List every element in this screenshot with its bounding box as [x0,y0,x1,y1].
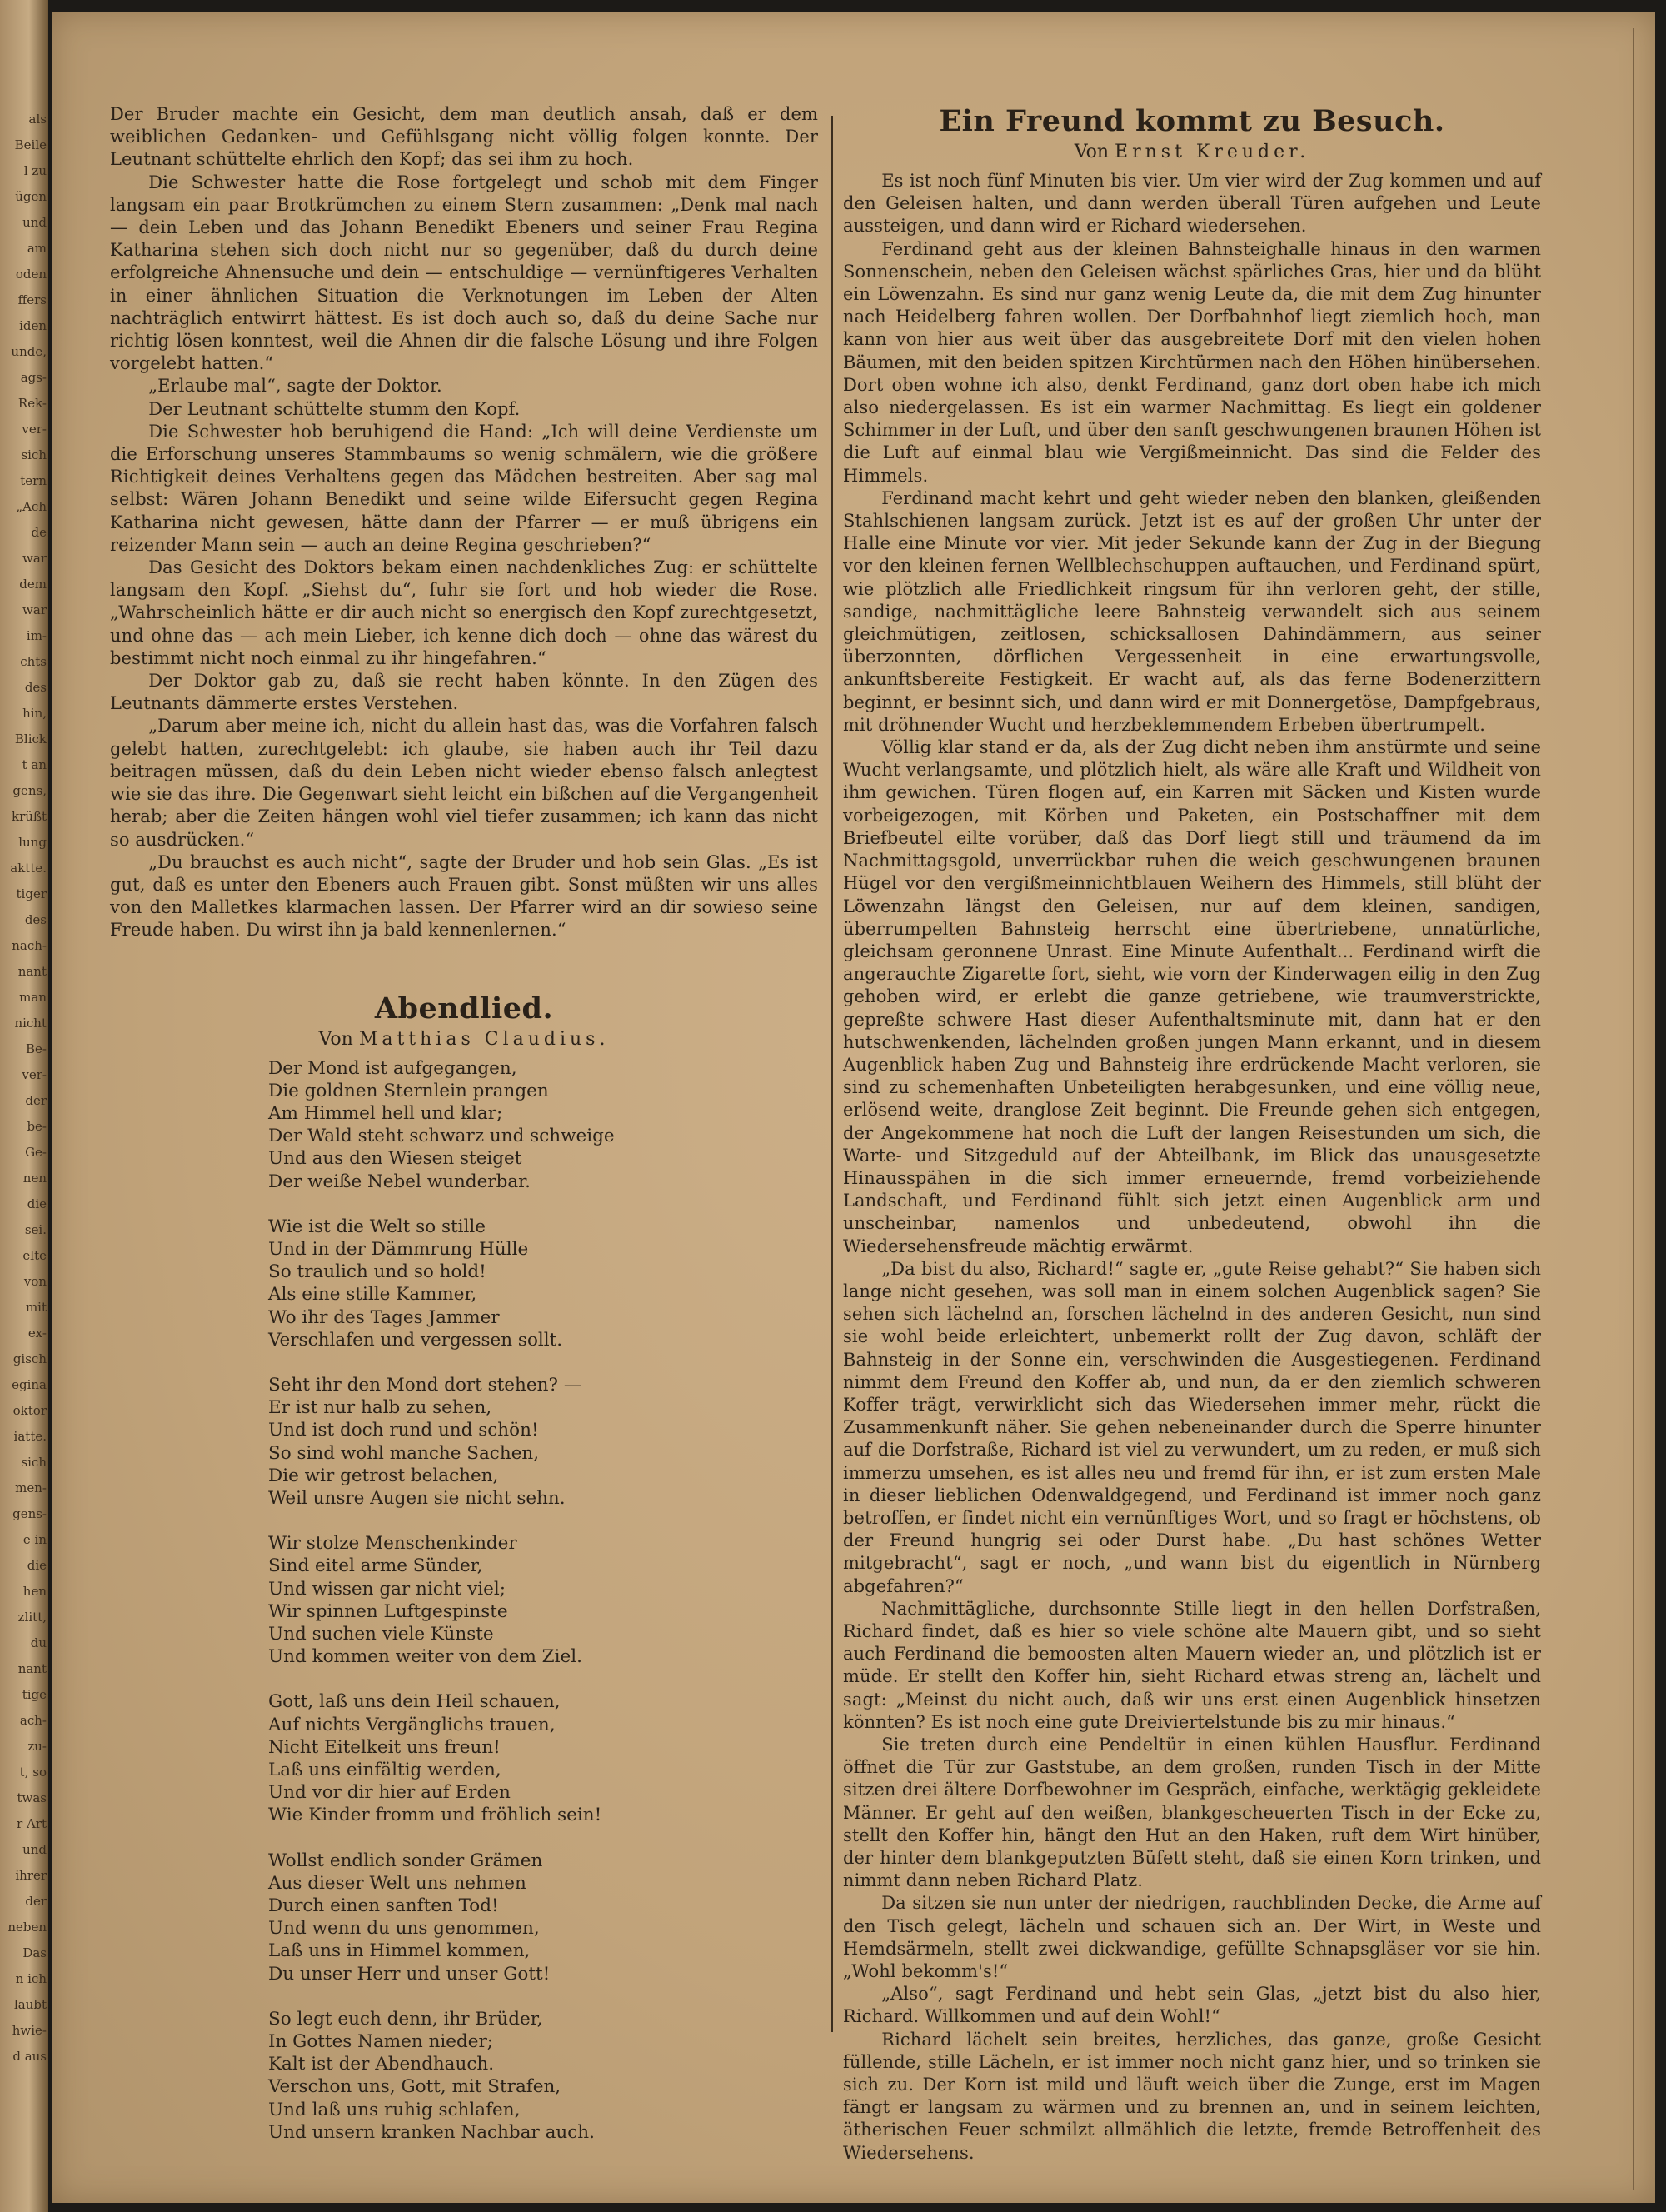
edge-fragment: gens, [12,783,47,798]
poem-stanza [268,1532,818,1668]
edge-fragment: ihrer [15,1868,47,1883]
paragraph: Das Gesicht des Doktors bekam einen nachdenkliches Zug: er schüttelte langsam den Kopf. „Siehst du“, fuhr sie fort und hob wieder die Rose. „Wahrscheinlich hätte er dir auch nicht so energisch den Kopf zurechtgesetzt, und ohne das — ach mein Lieber, ich kenne dich doch — ohne das wärest du bestimmt nicht noch einmal zu ihr hingefahren.“ [110,557,818,668]
poem-line: Nicht Eitelkeit uns freun! [268,1736,501,1758]
paragraph: Die Schwester hob beruhigend die Hand: „Ich will deine Verdienste um die Erforschung unseres Stammbaums so wenig schmälern, wie die größere Richtigkeit deines Verhaltens gegen das Mädchen bestreiten. Aber sag mal selbst: Wären Johann Benedikt und seine wilde Eifersucht gegen Regina Katharina nicht gewesen, hätte dann der Pfarrer — er muß übrigens ein reizender Mann sein — auch an deine Regina geschrieben?“ [110,421,818,555]
paragraph: Sie treten durch eine Pendeltür in einen kühlen Hausflur. Ferdinand öffnet die Tür zur Gaststube, an dem großen, runden Tisch in der Mitte sitzen drei ältere Dorfbewohner im Gespräch, einfache, werktägig gekleidete Männer. Er geht auf den weißen, blankgescheuerten Tisch in der Ecke zu, stellt den Koffer hin, hängt den Hut an den Haken, ruft dem Wirt hinüber, der hinter dem blankgeputzten Büfett steht, daß sie einen Korn trinken, und nimmt dann neben Richard Platz. [843,1735,1541,1891]
edge-fragment: tige [22,1687,47,1702]
edge-fragment: gens- [12,1506,47,1521]
left-column [110,103,818,2144]
paragraph: Der Bruder machte ein Gesicht, dem man deutlich ansah, daß er dem weiblichen Gedanken- und Gefühlsgang nicht völlig folgen konnte. Der Leutnant schüttelte ehrlich den Kopf; das sei ihm zu hoch. [110,104,818,170]
poem-line: Am Himmel hell und klar; [268,1102,503,1124]
poem-line: In Gottes Namen nieder; [268,2031,494,2053]
edge-fragment: nach- [12,938,47,953]
story-byline [843,140,1541,165]
edge-fragment: der [25,1894,47,1909]
poem-byline [110,1027,818,1052]
poem-stanza [268,1374,818,1510]
poem-stanza [268,1690,818,1826]
stanza-gap [268,1985,818,2008]
edge-fragment: n ich [15,1971,47,1986]
edge-fragment: ügen [15,189,47,204]
edge-fragment: Beile [14,137,47,152]
edge-fragment: oden [15,267,47,282]
edge-fragment: ags- [20,370,47,385]
edge-fragment: egina [12,1377,47,1392]
paragraph: Richard lächelt sein breites, herzliches, das ganze, große Gesicht füllende, stille Lächeln, er ist immer noch nicht ganz hier, und so trinken sie sich zu. Der Korn ist mild und läuft weich über die Zunge, erst im Magen fängt er langsam zu wärmen und zu brennen an, und in seinem leichten, ätherischen Feuer schmilzt allmählich die letzte, fremde Betroffenheit des Wiedersehens. [843,2029,1541,2163]
edge-fragment: Ge- [25,1145,47,1160]
edge-fragment: Blick [14,732,47,746]
poem-line: Wie Kinder fromm und fröhlich sein! [268,1805,602,1826]
poem-title: Abendlied. [374,991,554,1026]
poem-line: Wollst endlich sonder Grämen [268,1850,543,1871]
edge-fragment: laubt [13,1997,47,2012]
poem-line: Weil unsre Augen sie nicht sehn. [268,1487,566,1509]
edge-fragment: nant [17,1661,47,1676]
edge-fragment: oktor [12,1403,47,1418]
edge-fragment: men- [15,1480,47,1495]
page-edge-rule [1633,28,1634,2190]
poem-line: Als eine stille Kammer, [268,1284,477,1306]
poem-author: Matthias Claudius. [358,1028,610,1050]
edge-fragment: im- [26,628,47,643]
story-body [843,170,1541,2165]
edge-fragment: als [28,112,47,127]
paragraph: Der Doktor gab zu, daß sie recht haben könnte. In den Zügen des Leutnants dämmerte erstes Verstehen. [110,671,818,714]
edge-fragment: nen [22,1171,47,1186]
paragraph: Die Schwester hatte die Rose fortgelegt und schob mit dem Finger langsam ein paar Brotkrümchen zu einem Stern zusammen: „Denk mal nach — dein Leben und das Johann Benedikt Ebeners und seiner Frau Regina Katharina stehen sich doch nicht nur so gegenüber, daß du durch deine erfolgreiche Ahnensuche und dein — entschuldige — vernünftigeres Verhalten in einer ähnlichen Situation die Verknotungen im Leben der Alten nachträglich entwirrt hättest. Es ist doch auch so, daß du deine Sache nur richtig lösen konntest, weil die Ahnen dir die falsche Lösung und ihre Folgen vorgelebt hatten.“ [110,172,818,374]
edge-fragment: aktte. [10,861,47,876]
edge-fragment: chts [20,654,47,669]
poem-line: So sind wohl manche Sachen, [268,1442,540,1464]
poem-line: Laß uns in Himmel kommen, [268,1940,531,1962]
edge-fragment: man [19,990,47,1005]
poem-line: Du unser Herr und unser Gott! [268,1963,551,1985]
poem-line: Kalt ist der Abendhauch. [268,2054,495,2075]
edge-fragment: der [25,1093,47,1108]
edge-fragment: l zu [23,163,47,178]
poem-line: Aus dieser Welt uns nehmen [268,1872,526,1894]
edge-fragment: tiger [16,886,47,901]
stanza-gap [268,1668,818,1690]
poem-line: Und wenn du uns genommen, [268,1918,540,1940]
poem-line: Wir stolze Menschenkinder [268,1533,517,1555]
right-column [843,103,1541,2165]
edge-fragment: Rek- [17,396,47,411]
poem-line: Und aus den Wiesen steiget [268,1148,522,1170]
column-divider [831,116,833,2032]
edge-fragment: ver- [22,1067,47,1082]
edge-fragment: r Art [17,1816,47,1831]
edge-fragment: ex- [27,1326,47,1341]
poem-line: Der Wald steht schwarz und schweige [268,1126,615,1147]
edge-fragment: war [22,551,47,566]
edge-fragment: hen [22,1584,47,1599]
poem-line: Der weiße Nebel wunderbar. [268,1171,531,1192]
edge-fragment: e in [22,1532,47,1547]
paragraph: „Erlaube mal“, sagte der Doktor. [148,376,442,397]
poem-stanza [268,1216,818,1351]
edge-fragment: sich [21,1455,47,1470]
paragraph: „Du brauchst es auch nicht“, sagte der Bruder und hob sein Glas. „Es ist gut, daß es unter den Ebeners auch Frauen gibt. Sonst müßten wir uns alles von den Malletkes klarmachen lassen. Der Pfarrer wird an dir sowieso seine Freude haben. Du wirst ihn ja bald kennenlernen.“ [110,851,818,941]
edge-fragment: am [27,241,47,256]
poem-stanza [268,1057,818,1193]
edge-fragment: t, so [19,1765,47,1780]
edge-fragment: hin, [22,706,47,721]
edge-fragment: Das [22,1945,47,1960]
poem-stanza [268,2008,818,2144]
left-story-continuation [110,103,818,942]
poem-line: Und in der Dämmrung Hülle [268,1238,529,1260]
poem-line: Gott, laß uns dein Heil schauen, [268,1691,561,1713]
poem-line: Er ist nur halb zu sehen, [268,1397,492,1419]
edge-fragment: dem [19,577,47,592]
edge-fragment: des [24,680,47,695]
edge-fragment: unde, [11,344,47,359]
poem-line: Wo ihr des Tages Jammer [268,1306,500,1328]
edge-fragment: sich [21,447,47,462]
edge-fragment: des [24,912,47,927]
stanza-gap [268,1351,818,1374]
poem-line: Seht ihr den Mond dort stehen? — [268,1374,582,1396]
edge-fragment: zu- [27,1739,47,1754]
poem-line: Und unsern kranken Nachbar auch. [268,2121,595,2143]
poem-line: So traulich und so hold! [268,1261,486,1283]
paragraph: Der Leutnant schüttelte stumm den Kopf. [148,398,521,419]
paragraph: „Also“, sagt Ferdinand und hebt sein Glas, „jetzt bist du also hier, Richard. Willkommen und auf dein Wohl!“ [843,1984,1541,2027]
edge-fragment: iden [19,318,47,333]
edge-fragment: sei. [24,1222,47,1237]
edge-fragment: und [22,1842,47,1857]
edge-fragment: mit [25,1300,47,1315]
edge-fragment: von [23,1274,47,1289]
poem-line: Und laß uns ruhig schlafen, [268,2099,521,2120]
edge-fragment: iatte. [13,1429,47,1444]
edge-fragment: Be- [26,1041,47,1056]
edge-fragment: be- [27,1119,47,1134]
story-byline-prefix: Von [1074,142,1110,162]
edge-fragment: nant [17,964,47,979]
poem-line: Die goldnen Sternlein prangen [268,1080,549,1101]
edge-fragment: de [31,525,47,540]
edge-fragment: „Ach [16,499,47,514]
stanza-gap [268,1193,818,1216]
story-title: Ein Freund kommt zu Besuch. [939,104,1445,138]
edge-fragment: lung [18,835,47,850]
poem-line: Und ist doch rund und schön! [268,1420,539,1441]
newspaper-page [52,12,1655,2203]
poem-line: Und wissen gar nicht viel; [268,1578,506,1600]
edge-fragment: die [27,1196,47,1211]
edge-fragment: ffers [17,292,47,307]
paragraph: „Darum aber meine ich, nicht du allein hast das, was die Vorfahren falsch gelebt hatten, zurechtgelebt: ich glaube, sie haben auch ihr Teil dazu beitragen müssen, daß du dein Leben nicht wieder ebenso falsch anlegtest wie sie das ihre. Die Gegenwart sieht leicht ein bißchen auf die Vergangenheit herab; aber die Zeiten hängen wohl viel tiefer zusammen; ich kann das nicht so ausdrücken.“ [110,716,818,850]
previous-page-edge [0,0,48,2212]
poem-line: Der Mond ist aufgegangen, [268,1057,517,1079]
paragraph: Ferdinand geht aus der kleinen Bahnsteighalle hinaus in den warmen Sonnenschein, neben den Geleisen wächst spärliches Gras, hier und da blüht ein Löwenzahn. Es sind nur ganz wenig Leute da, die mit dem Zug hinunter nach Heidelberg fahren wollen. Der Dorfbahnhof liegt ziemlich hoch, man kann von hier aus weit über das ausgebreitete Dorf mit den vielen hohen Bäumen, mit den beiden spitzen Kirchtürmen nach den Höhen hinübersehen. Dort oben wohne ich also, denkt Ferdinand, ganz dort oben habe ich mich also niedergelassen. Es ist ein warmer Nachmittag. Es liegt ein goldener Schimmer in der Luft, und über den sanft geschwungenen braunen Höhen ist die Luft auf einmal blau wie Vergißmeinnicht. Das sind die Felder des Himmels. [843,238,1541,486]
edge-fragment: zlitt, [17,1610,47,1625]
edge-fragment: du [30,1635,47,1650]
edge-fragment: ach- [19,1713,47,1728]
paragraph: Völlig klar stand er da, als der Zug dicht neben ihm anstürmte und seine Wucht verlangsamte, und plötzlich hielt, als wäre alle Kraft und Wildheit von ihm gewichen. Türen flogen auf, ein Karren mit Säcken und Kisten wurde vorbeigezogen, mit Körben und Paketen, ein Postschaffner mit dem Briefbeutel eilte vorüber, daß das Dorf liegt still und träumend da im Nachmittagsgold, unverrückbar ruhen die weich geschwungenen braunen Hügel vor den vergißmeinnichtblauen Weihern des Himmels, still blüht der Löwenzahn längst den Geleisen, nur auf dem kleinen, sandigen, überrumpelten Bahnsteig herrscht eine übertriebene, unnatürliche, gleichsam geronnene Unrast. Eine Minute Aufenthalt... Ferdinand wirft die angerauchte Zigarette fort, sieht, wie vorn der Kinderwagen eilig in den Zug gehoben wird, er erlebt die ganze getriebene, wie traumverstrickte, gepreßte schwere Hast dieser Aufenthaltsminute mit, dann hat er den hutschwenkenden, lächelnden großen jungen Mann erkannt, und in diesem Augenblick haben Zug und Bahnsteig ihre erdrückende Macht verloren, sie sind zu schemenhaften Unbeteiligten herabgesunken, und eine völlig neue, erlösend weite, dranglose Zeit beginnt. Die Freunde gehen sich entgegen, der Angekommene hat noch die Luft der langen Reisestunden um sich, die Warte- und Sitzgeduld auf der Abteilbank, im Blick das unausgesetzte Hinausspähen in die sich immer erneuernde, fremd vorbeiziehende Landschaft, und Ferdinand fühlt sich jetzt einen Augenblick arm und unscheinbar, namenlos und unbedeutend, obwohl ihn die Wiedersehensfreude mächtig erwärmt. [843,737,1541,1256]
stanza-gap [268,1510,818,1532]
edge-fragment: ver- [22,422,47,437]
paragraph: Es ist noch fünf Minuten bis vier. Um vier wird der Zug kommen und auf den Geleisen halten, und dann werden überall Türen aufgehen und Leute aussteigen, und dann wird er Richard wiedersehen. [843,171,1541,237]
poem-line: Wie ist die Welt so stille [268,1216,486,1237]
story-author: Ernst Kreuder. [1115,142,1310,162]
poem-line: Verschlafen und vergessen sollt. [268,1329,563,1351]
edge-fragment: krüßt [12,809,47,824]
poem-stanza [268,1850,818,1985]
poem-line: Und kommen weiter von dem Ziel. [268,1646,582,1668]
stanza-gap [268,1827,818,1850]
poem-line: Durch einen sanften Tod! [268,1895,499,1917]
edge-fragment: neben [7,1920,47,1935]
edge-fragment: t an [22,757,47,772]
edge-fragment: nicht [14,1016,47,1031]
poem-line: Laß uns einfältig werden, [268,1760,501,1780]
poem-line: Verschon uns, Gott, mit Strafen, [268,2076,561,2098]
poem-line: Auf nichts Vergänglichs trauen, [268,1714,556,1735]
paragraph: Ferdinand macht kehrt und geht wieder neben den blanken, gleißenden Stahlschienen langsam zurück. Jetzt ist es auf der großen Uhr unter der Halle eine Minute vor vier. Mit jeder Sekunde kann der Zug in der Biegung vor den kleinen fernen Wellblechschuppen auftauchen, und Ferdinand spürt, wie plötzlich alle Friedlichkeit ringsum für ihn verloren geht, der stille, sandige, nachmittägliche leere Bahnsteig verwandelt sich aus seinem gleichmütigen, zeitlosen, schicksallosen Dahindämmern, aus seiner überzonnten, dörflichen Vergessenheit in eine erwartungsvolle, ankunftsbereite Festigkeit. Er wacht auf, als das ferne Bodenerzittern beginnt, er besinnt sich, und dann wird er mit Donnergetöse, Dampfgebraus, mit dröhnender Wucht und herzbeklemmendem Erbeben übertrumpelt. [843,487,1541,735]
edge-fragment: und [22,215,47,230]
paragraph: Da sitzen sie nun unter der niedrigen, rauchblinden Decke, die Arme auf den Tisch gelegt, lächeln und schauen sich an. Der Wirt, in Weste und Hemdsärmeln, stellt zwei dickwandige, gefüllte Schnapsgläser vor sie hin. „Wohl bekomm's!“ [843,1893,1541,1982]
poem-line: Und vor dir hier auf Erden [268,1782,511,1804]
poem-line: So legt euch denn, ihr Brüder, [268,2008,543,2030]
poem-line: Sind eitel arme Sünder, [268,1555,483,1577]
edge-fragment: d aus [12,2049,47,2064]
poem-abendlied [268,1057,818,2145]
paragraph: „Da bist du also, Richard!“ sagte er, „gute Reise gehabt?“ Sie haben sich lange nicht gesehen, was soll man in einem solchen Augenblick sagen? Sie sehen sich lächelnd an, forschen lächelnd in des anderen Gesicht, nun sind sie wohl beide erleichtert, unbemerkt rollt der Zug davon, schläft der Bahnsteig in der Sonne ein, verschwinden die Ausgestiegenen. Ferdinand nimmt dem Freund den Koffer ab, und nun, da er den ziemlich schweren Koffer trägt, verwirklicht sich das Wiedersehen immer mehr, rückt die Zusammenkunft näher. Sie gehen nebeneinander durch die Sperre hinunter auf die Dorfstraße, Richard ist viel zu verwundert, um zu reden, er muß sich immerzu umsehen, es ist alles neu und fremd für ihn, er ist zum ersten Male in dieser lieblichen Odenwaldgegend, und Ferdinand ist immer noch ganz betroffen, er findet nicht ein vernünftiges Wort, und so fragt er höchstens, ob der Freund hungrig sei oder Durst habe. „Du hast schönes Wetter mitgebracht“, sagt er noch, „und wann bist du eigentlich in Nürnberg abgefahren?“ [843,1258,1541,1596]
edge-fragment: war [22,602,47,617]
edge-fragment: gisch [12,1351,47,1366]
poem-line: Wir spinnen Luftgespinste [268,1600,508,1622]
edge-fragment: twas [17,1790,47,1805]
edge-fragment: tern [20,473,47,488]
edge-fragment: hwie- [12,2023,47,2038]
poem-line: Und suchen viele Künste [268,1623,494,1645]
edge-fragment: die [27,1558,47,1573]
edge-fragment: elte [22,1248,47,1263]
poem-line: Die wir getrost belachen, [268,1465,499,1486]
poem-byline-prefix: Von [318,1028,353,1050]
paragraph: Nachmittägliche, durchsonnte Stille liegt in den hellen Dorfstraßen, Richard findet, daß es hier so viele schöne alte Mauern gibt, und so sieht auch Ferdinand die bemoosten alten Mauern wieder an, und plötzlich ist er müde. Er stellt den Koffer hin, sieht Richard etwas streng an, lächelt und sagt: „Meinst du nicht auch, daß wir uns erst einen Augenblick hinsetzen könnten? Es ist noch eine gute Dreiviertelstunde bis zu mir hinaus.“ [843,1598,1541,1732]
